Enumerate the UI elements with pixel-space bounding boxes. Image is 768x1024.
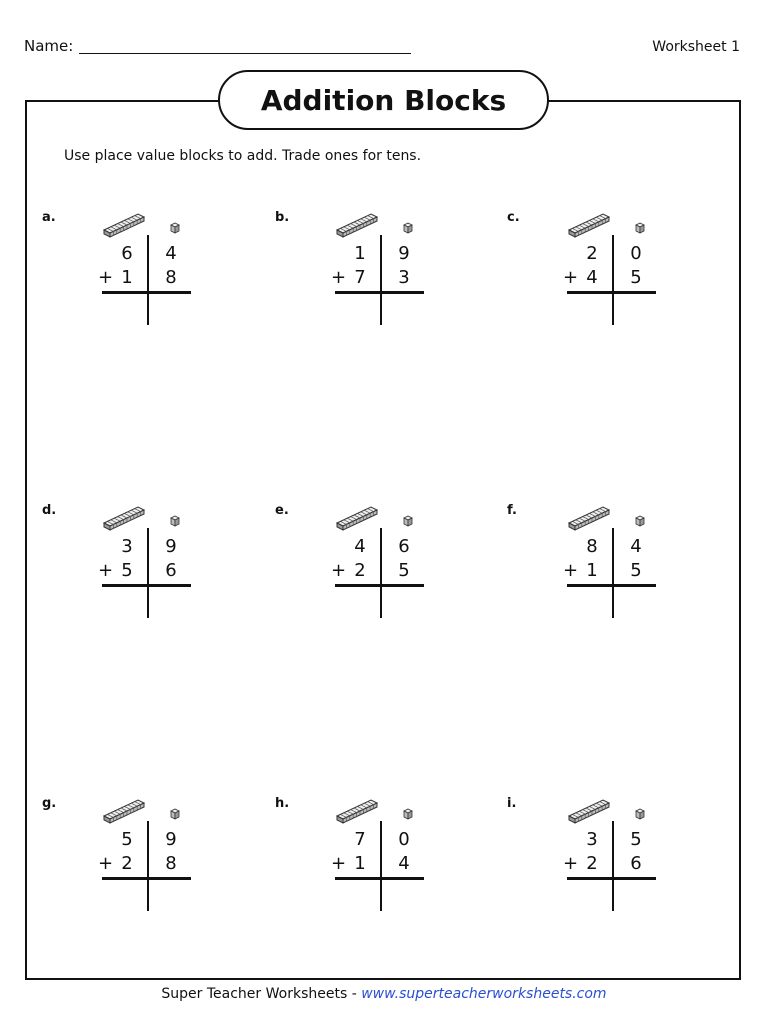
- problem-letter: c.: [507, 210, 520, 225]
- unit-cube-block-icon: [403, 219, 413, 231]
- problem-c: [507, 210, 707, 340]
- sum-line: [335, 877, 424, 880]
- addend2-ones-digit: 5: [630, 560, 642, 581]
- addend2-ones-digit: 4: [398, 853, 410, 874]
- addend1-tens-digit: 3: [586, 829, 598, 850]
- place-value-divider: [612, 528, 614, 618]
- addend2-tens-digit: 2: [121, 853, 133, 874]
- problem-letter: f.: [507, 503, 517, 518]
- problem-f: [507, 503, 707, 633]
- addend2-ones-digit: 8: [165, 267, 177, 288]
- plus-sign: +: [331, 560, 347, 581]
- footer-brand: Super Teacher Worksheets -: [161, 986, 362, 1002]
- addend1-ones-digit: 9: [165, 536, 177, 557]
- addend1-ones-digit: 5: [630, 829, 642, 850]
- addend1-tens-digit: 8: [586, 536, 598, 557]
- unit-cube-block-icon: [635, 805, 645, 817]
- addend1-ones-digit: 9: [398, 243, 410, 264]
- sum-line: [102, 584, 191, 587]
- addend2-ones-digit: 5: [630, 267, 642, 288]
- addend2-ones-digit: 8: [165, 853, 177, 874]
- plus-sign: +: [563, 853, 579, 874]
- addend2-ones-digit: 6: [165, 560, 177, 581]
- sum-line: [567, 877, 656, 880]
- instructions: Use place value blocks to add. Trade ones for tens.: [64, 148, 422, 164]
- problem-letter: g.: [42, 796, 57, 811]
- addend1-tens-digit: 4: [354, 536, 366, 557]
- addend2-tens-digit: 2: [586, 853, 598, 874]
- addend2-tens-digit: 7: [354, 267, 366, 288]
- ten-rod-block-icon: [102, 212, 146, 238]
- place-value-divider: [612, 235, 614, 325]
- ten-rod-block-icon: [567, 505, 611, 531]
- place-value-divider: [147, 821, 149, 911]
- problem-letter: b.: [275, 210, 290, 225]
- addend2-ones-digit: 5: [398, 560, 410, 581]
- addend2-tens-digit: 1: [354, 853, 366, 874]
- ten-rod-block-icon: [567, 798, 611, 824]
- plus-sign: +: [98, 267, 114, 288]
- sum-line: [102, 291, 191, 294]
- problem-b: [275, 210, 475, 340]
- unit-cube-block-icon: [635, 512, 645, 524]
- plus-sign: +: [331, 267, 347, 288]
- addend1-tens-digit: 6: [121, 243, 133, 264]
- unit-cube-block-icon: [170, 805, 180, 817]
- ten-rod-block-icon: [335, 212, 379, 238]
- addend1-tens-digit: 5: [121, 829, 133, 850]
- ten-rod-block-icon: [102, 505, 146, 531]
- addend1-ones-digit: 0: [398, 829, 410, 850]
- sum-line: [335, 291, 424, 294]
- plus-sign: +: [563, 267, 579, 288]
- footer: [0, 986, 768, 1002]
- problem-a: [42, 210, 242, 340]
- problem-g: [42, 796, 242, 926]
- sum-line: [102, 877, 191, 880]
- plus-sign: +: [98, 560, 114, 581]
- place-value-divider: [380, 821, 382, 911]
- place-value-divider: [380, 235, 382, 325]
- addend1-ones-digit: 4: [630, 536, 642, 557]
- problem-e: [275, 503, 475, 633]
- page-title: Addition Blocks: [260, 83, 507, 117]
- unit-cube-block-icon: [170, 219, 180, 231]
- plus-sign: +: [98, 853, 114, 874]
- plus-sign: +: [563, 560, 579, 581]
- problem-letter: a.: [42, 210, 56, 225]
- place-value-divider: [147, 528, 149, 618]
- sum-line: [335, 584, 424, 587]
- problem-h: [275, 796, 475, 926]
- problem-i: [507, 796, 707, 926]
- ten-rod-block-icon: [335, 798, 379, 824]
- unit-cube-block-icon: [170, 512, 180, 524]
- sum-line: [567, 584, 656, 587]
- place-value-divider: [612, 821, 614, 911]
- addend1-tens-digit: 3: [121, 536, 133, 557]
- title-banner: [218, 70, 549, 130]
- problem-d: [42, 503, 242, 633]
- ten-rod-block-icon: [102, 798, 146, 824]
- unit-cube-block-icon: [403, 805, 413, 817]
- unit-cube-block-icon: [635, 219, 645, 231]
- addend1-ones-digit: 4: [165, 243, 177, 264]
- worksheet-label: Worksheet 1: [652, 39, 740, 55]
- addend2-tens-digit: 1: [121, 267, 133, 288]
- addend2-tens-digit: 5: [121, 560, 133, 581]
- addend2-ones-digit: 3: [398, 267, 410, 288]
- addend1-tens-digit: 7: [354, 829, 366, 850]
- addend1-ones-digit: 0: [630, 243, 642, 264]
- problem-letter: d.: [42, 503, 57, 518]
- name-label: Name:: [24, 37, 74, 55]
- problem-letter: i.: [507, 796, 517, 811]
- place-value-divider: [147, 235, 149, 325]
- problem-letter: h.: [275, 796, 290, 811]
- addend2-tens-digit: 2: [354, 560, 366, 581]
- place-value-divider: [380, 528, 382, 618]
- addend1-tens-digit: 2: [586, 243, 598, 264]
- addend1-ones-digit: 9: [165, 829, 177, 850]
- unit-cube-block-icon: [403, 512, 413, 524]
- plus-sign: +: [331, 853, 347, 874]
- addend1-ones-digit: 6: [398, 536, 410, 557]
- addend2-tens-digit: 4: [586, 267, 598, 288]
- addend2-tens-digit: 1: [586, 560, 598, 581]
- sum-line: [567, 291, 656, 294]
- addend1-tens-digit: 1: [354, 243, 366, 264]
- footer-url[interactable]: www.superteacherworksheets.com: [361, 986, 607, 1002]
- ten-rod-block-icon: [335, 505, 379, 531]
- problem-letter: e.: [275, 503, 289, 518]
- name-line[interactable]: [79, 53, 411, 54]
- addend2-ones-digit: 6: [630, 853, 642, 874]
- ten-rod-block-icon: [567, 212, 611, 238]
